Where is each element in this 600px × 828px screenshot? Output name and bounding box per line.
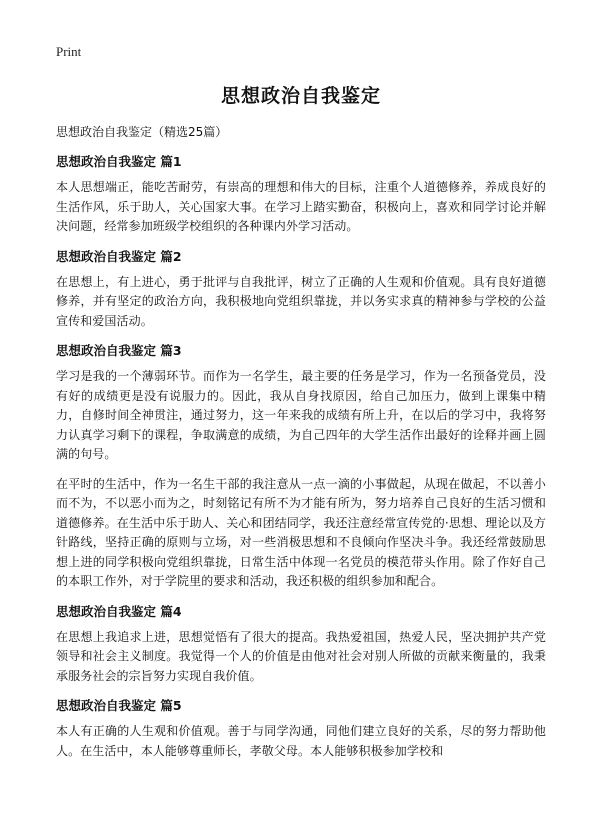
document-subtitle: 思想政治自我鉴定（精选25篇）: [56, 125, 228, 139]
section-paragraph: 本人有正确的人生观和价值观。善于与同学沟通，同他们建立良好的关系，尽的努力帮助他人。在生活中，本人能够尊重师长，孝敬父母。本人能够积极参加学校和: [56, 724, 546, 758]
section-heading: 思想政治自我鉴定 篇2: [56, 248, 182, 264]
page-title: 思想政治自我鉴定: [220, 85, 381, 107]
print-label: Print: [56, 44, 82, 59]
section-heading: 思想政治自我鉴定 篇3: [56, 343, 182, 358]
section-paragraph: 在平时的生活中，作为一名生干部的我注意从一点一滴的小事做起，从现在做起，不以善小而不为，不以恶小而为之，时刻铭记有所不为才能有所为，努力培养自己良好的生活习惯和道德修养。在生活中乐于助人、关心和团结同学，我还注意经常宣传党的·思想、理论以及方针路线，坚持正确的原则与立场，对一些消极思想和不良倾向作坚决斗争。我还经常鼓励思想上进的同学积极向党组织靠拢，日常生活中体现一名党员的模范带头作用。除了作好自己的本职工作外，对于学院里的要求和活动，我还积极的组织参加和配合。: [56, 476, 546, 588]
section-paragraph: 在思想上，有上进心，勇于批评与自我批评，树立了正确的人生观和价值观。具有良好道德修养，并有坚定的政治方向，我积极地向党组织靠拢，并以务实求真的精神参与学校的公益宣传和爱国活动。: [56, 274, 546, 328]
document-body: [56, 152, 546, 761]
section-paragraph: 在思想上我追求上进，思想觉悟有了很大的提高。我热爱祖国，热爱人民，坚决拥护共产党领导和社会主义制度。我觉得一个人的价值是由他对社会对别人所做的贡献来衡量的，我秉承服务社会的宗旨努力实现自我价值。: [56, 629, 546, 683]
section-paragraph: 本人思想端正，能吃苦耐劳，有崇高的理想和伟大的目标，注重个人道德修养，养成良好的生活作风，乐于助人，关心国家大事。在学习上踏实勤奋，积极向上，喜欢和同学讨论并解决问题，经常参加班级学校组织的各种课内外学习活动。: [56, 180, 546, 233]
section-heading: 思想政治自我鉴定 篇5: [56, 698, 182, 713]
section-paragraph: 学习是我的一个薄弱环节。而作为一名学生，最主要的任务是学习，作为一名预备党员，没有好的成绩更是没有说服力的。因此，我从自身找原因，给自己加压力，做到上课集中精力，自修时间全神贯注，通过努力，这一年来我的成绩有所上升，在以后的学习中，我将努力认真学习剩下的课程，争取满意的成绩，为自己四年的大学生活作出最好的诠释并画上圆满的句号。: [56, 369, 546, 461]
section-heading: 思想政治自我鉴定 篇1: [56, 154, 182, 169]
section-heading: 思想政治自我鉴定 篇4: [56, 603, 182, 619]
